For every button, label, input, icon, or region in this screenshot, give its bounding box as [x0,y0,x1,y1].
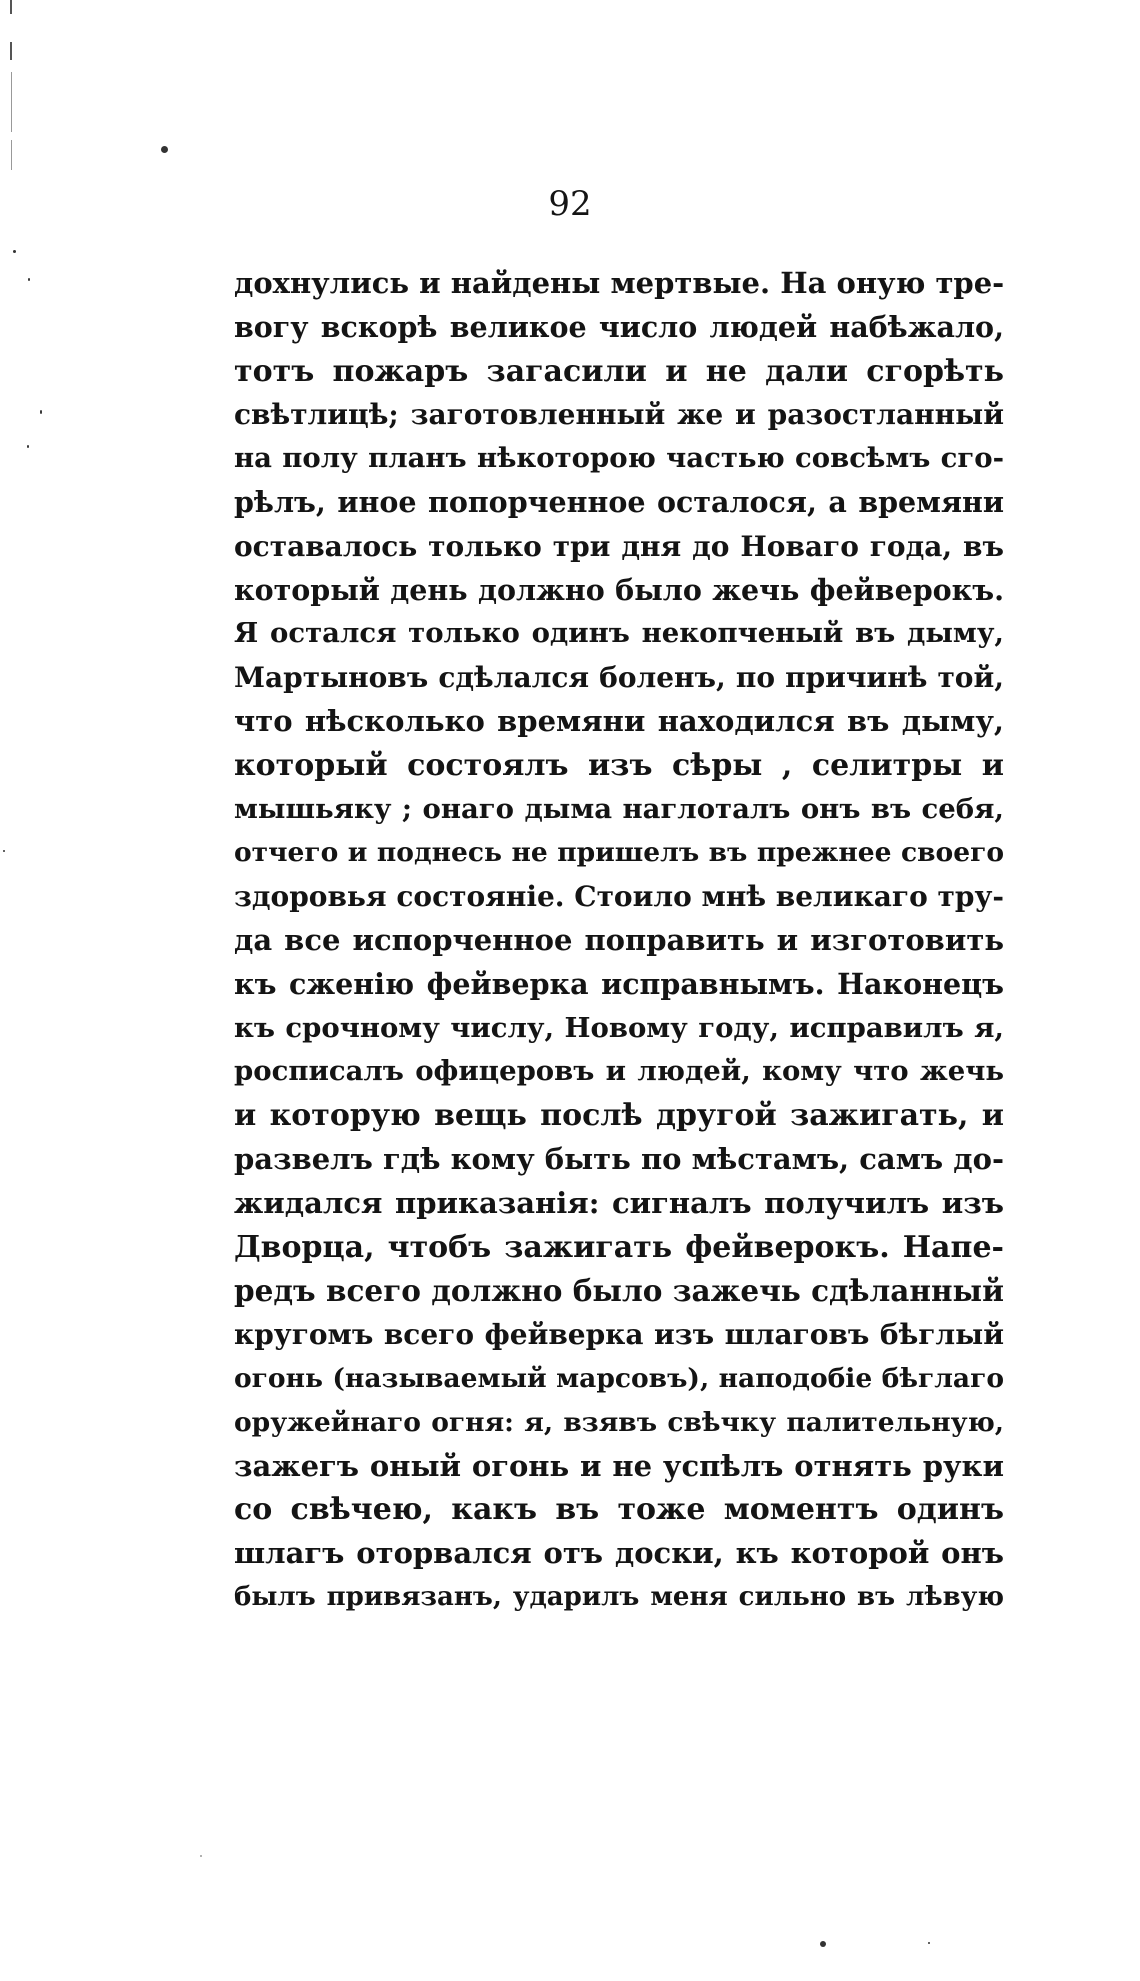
page-dot [820,1941,826,1947]
page-speck [928,1942,930,1944]
text-line: здоровья состояніе. Стоило мнѣ великаго тру- [234,880,1004,914]
text-line: былъ привязанъ, ударилъ меня сильно въ лѣвую [234,1581,1004,1612]
text-line: тотъ пожаръ загасили и не дали сгорѣть [234,353,1004,389]
text-line: редъ всего должно было зажечь сдѣланный [234,1273,1004,1309]
text-line: кругомъ всего фейверка изъ шлаговъ бѣглый [234,1318,1004,1352]
margin-speck [13,250,16,253]
text-line: оружейнаго огня: я, взявъ свѣчку палительную, [234,1406,1004,1438]
text-line: свѣтлицѣ; заготовленный же и разостланный [234,398,1004,432]
margin-artifact [11,140,12,170]
margin-artifact [11,72,12,132]
margin-speck [40,410,42,414]
page-speck [200,1855,202,1857]
text-line: оставалось только три дня до Новаго года, въ [234,529,1004,563]
text-line: рѣлъ, иное попорченное осталося, а времяни [234,484,1004,519]
text-line: шлагъ оторвался отъ доски, къ которой онъ [234,1536,1004,1571]
text-line: развелъ гдѣ кому быть по мѣстамъ, самъ до- [234,1141,1004,1176]
text-line: росписалъ офицеровъ и людей, кому что жечь [234,1055,1004,1088]
text-line: дохнулись и найдены мертвые. На оную тре- [234,266,1004,300]
text-line: къ срочному числу, Новому году, исправилъ я, [234,1011,1004,1044]
text-line: вогу вскорѣ великое число людей набѣжало, [234,309,1004,344]
margin-speck [28,278,30,281]
text-line: со свѣчею, какъ въ тоже моментъ одинъ [234,1492,1004,1528]
margin-artifact [10,42,12,60]
page-number: 92 [548,184,592,224]
text-line: жидался приказанія: сигналъ получилъ изъ [234,1185,1004,1220]
text-line: зажегъ оный огонь и не успѣлъ отнять руки [234,1448,1004,1483]
text-line: мышьяку ; онаго дыма наглоталъ онъ въ себя, [234,792,1004,825]
text-line: что нѣсколько времяни находился въ дыму, [234,703,1004,738]
body-text [234,262,1004,1620]
text-line: да все испорченное поправить и изготовить [234,922,1004,957]
text-line: къ сженію фейверка исправнымъ. Наконецъ [234,966,1004,1001]
margin-artifact [10,0,12,14]
text-line: который день должно было жечь фейверокъ. [234,572,1004,607]
margin-speck [3,850,5,852]
text-line: огонь (называемый марсовъ), наподобіе бѣглаго [234,1362,1004,1394]
text-line: Дворца, чтобъ зажигать фейверокъ. Напе- [234,1229,1004,1265]
text-line: на полу планъ нѣкоторою частью совсѣмъ сго- [234,442,1004,475]
text-line: Мартыновъ сдѣлался боленъ, по причинѣ той, [234,661,1004,695]
text-line: и которую вещь послѣ другой зажигать, и [234,1098,1004,1134]
page-dot [161,146,168,153]
margin-speck [27,445,29,448]
text-line: отчего и поднесь не пришелъ въ прежнее своего [234,837,1004,869]
text-line: который состоялъ изъ сѣры , селитры и [234,747,1004,783]
text-line: Я остался только одинъ некопченый въ дыму, [234,617,1004,650]
